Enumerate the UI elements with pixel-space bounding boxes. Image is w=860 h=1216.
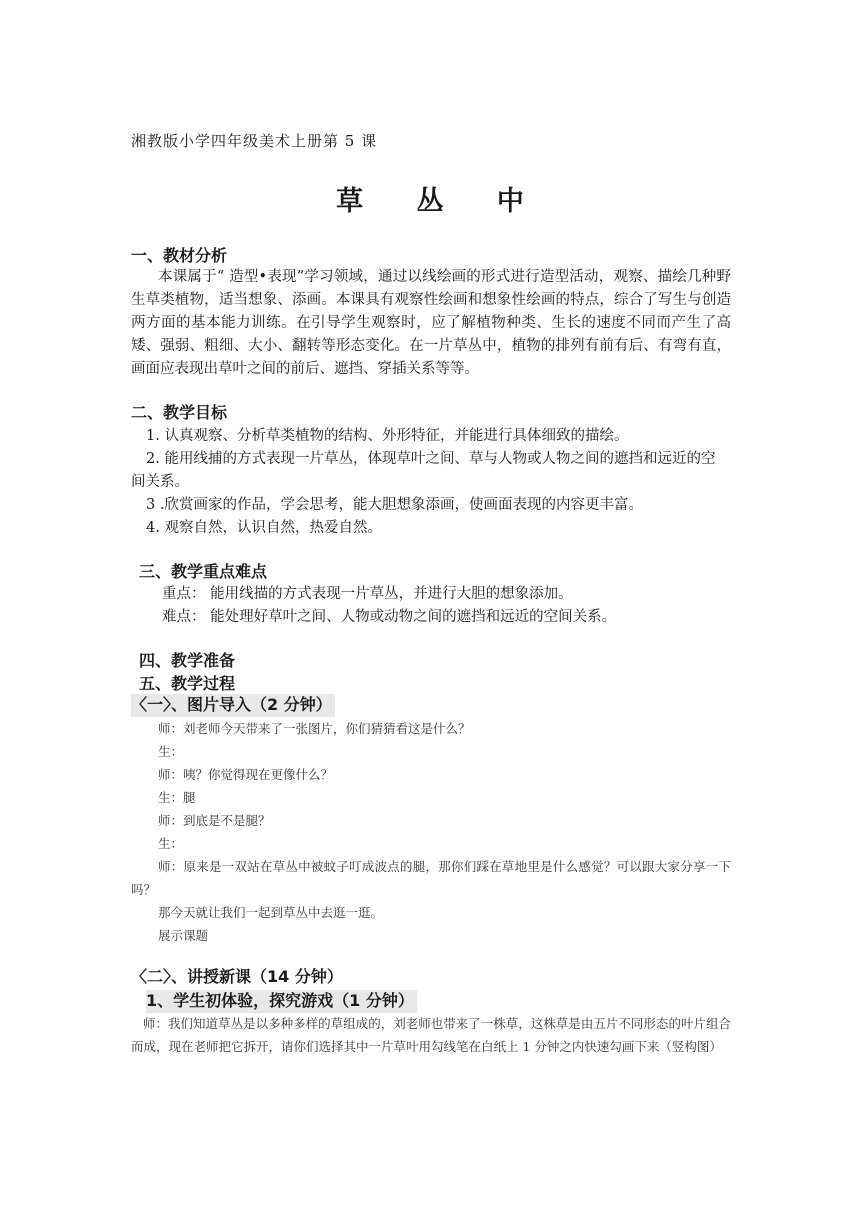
section-heading-analysis: 一、教材分析 [131,246,228,265]
goal-item-2: 2. 能用线捕的方式表现一片草丛，体现草叶之间、草与人物或人物之间的遮挡和远近的空 [146,451,716,467]
section-heading-goals: 二、教学目标 [131,403,228,422]
part2-sub1-heading [146,993,417,1009]
goal-item-3: 3 .欣赏画家的作品，学会思考，能大胆想象添画，使画面表现的内容更丰富。 [146,497,643,513]
part1-heading [131,697,335,713]
section-heading-preparation: 四、教学准备 [139,651,236,670]
dialogue-paragraph: 师：原来是一双站在草丛中被蚊子叮成波点的腿，那你们踩在草地里是什么感觉？可以跟大家分享一下吗？ [131,859,731,897]
key-point-line: 重点： 能用线描的方式表现一片草丛，并进行大胆的想象添加。 [162,586,573,602]
dialogue-line-5: 师：到底是不是腿？ [158,813,271,828]
dialogue-line-visit: 那今天就让我们一起到草丛中去逛一逛。 [158,905,384,920]
part1-heading-text: 〈一〉、图片导入（2 分钟） [131,694,335,717]
section-heading-process: 五、教学过程 [139,674,236,693]
part2-heading: 〈二〉、讲授新课（14 分钟） [131,967,343,986]
page-title: 草 丛 中 [336,186,546,217]
dialogue-line-1: 师：刘老师今天带来了一张图片，你们猜猜看这是什么？ [158,721,471,736]
goal-item-1: 1. 认真观察、分析草类植物的结构、外形特征，并能进行具体细致的描绘。 [146,428,629,444]
dialogue-line-3: 师：咦？你觉得现在更像什么？ [158,767,334,782]
goal-item-4: 4. 观察自然，认识自然，热爱自然。 [146,520,382,536]
dialogue-line-4: 生：腿 [158,790,196,805]
difficulty-line: 难点： 能处理好草叶之间、人物或动物之间的遮挡和远近的空间关系。 [162,609,617,625]
dialogue-line-6: 生： [158,836,184,851]
show-topic-line: 展示课题 [158,928,209,943]
part2-sub1-text: 1、学生初体验，探究游戏（1 分钟） [146,990,417,1013]
part2-paragraph: 师：我们知道草丛是以多种多样的草组成的，刘老师也带来了一株草，这株草是由五片不同形态的叶片组合而成，现在老师把它拆开，请你们选择其中一片草叶用勾线笔在白纸上 1 分钟之内快速勾画下来（竖构图） [131,1016,731,1054]
goal-item-2-continued: 间关系。 [131,474,189,490]
lesson-subtitle: 湘教版小学四年级美术上册第 5 课 [131,132,378,150]
dialogue-line-2: 生： [158,744,184,759]
analysis-paragraph: 本课属于“ 造型•表现”学习领域，通过以线绘画的形式进行造型活动，观察、描绘几种野生草类植物，适当想象、添画。本课具有观察性绘画和想象性绘画的特点，综合了写生与创造两方面的基本能力训练。在引导学生观察时，应了解植物种类、生长的速度不同而产生了高矮、强弱、粗细、大小、翻转等形态变化。在一片草丛中，植物的排列有前有后、有弯有直，画面应表现出草叶之间的前后、遮挡、穿插关系等等。 [131,269,731,377]
section-heading-key-points: 三、教学重点难点 [139,562,268,581]
